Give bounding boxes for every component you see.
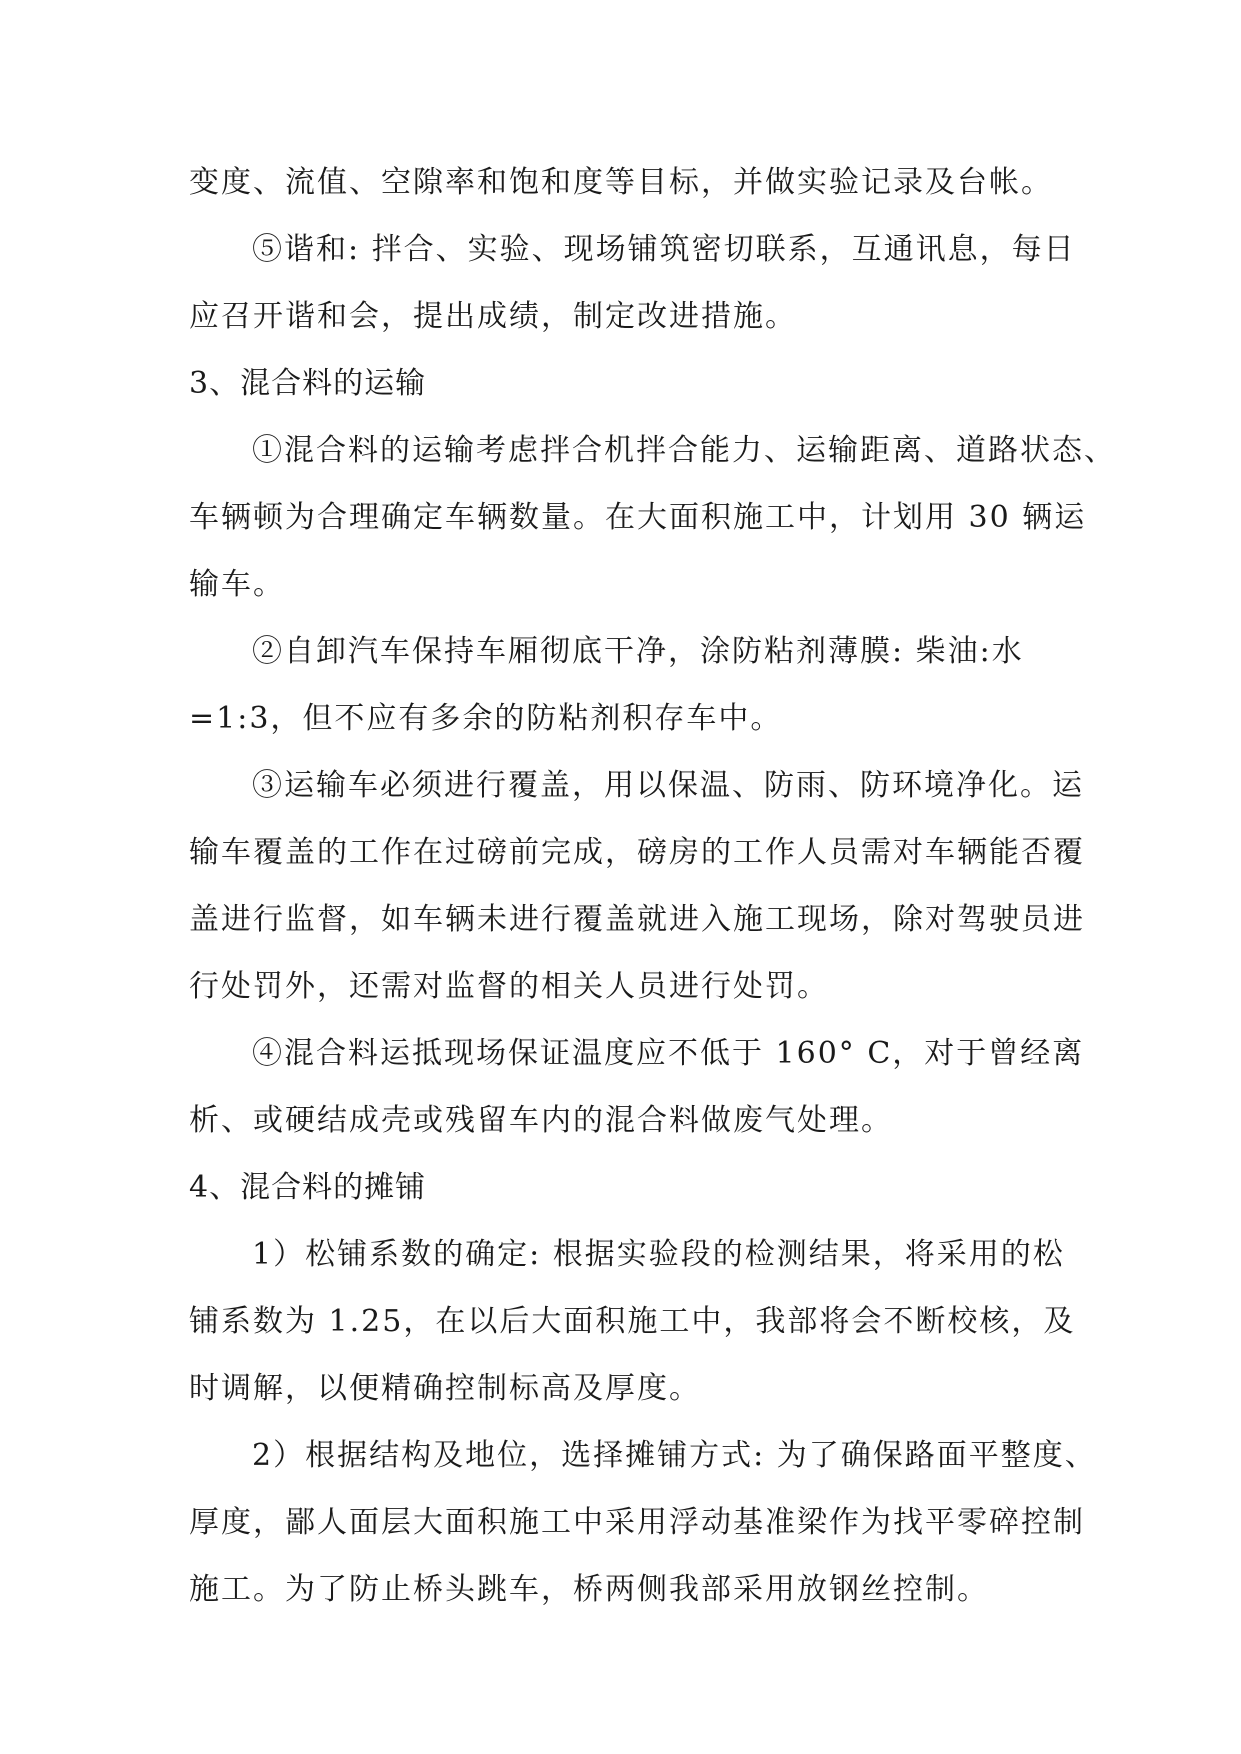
text-line: 应召开谐和会，提出成绩，制定改进措施。 xyxy=(189,299,797,334)
paragraph-4-line-1: ④混合料运抵现场保证温度应不低于 160° C，对于曾经离 xyxy=(252,1036,1085,1071)
text-line: 输车。 xyxy=(189,567,285,602)
paragraph-2-line-1: ②自卸汽车保持车厢彻底干净，涂防粘剂薄膜: 柴油:水 xyxy=(252,634,1024,669)
text-line: 铺系数为 1.25，在以后大面积施工中，我部将会不断校核，及 xyxy=(189,1304,1076,1339)
text-line: 析、或硬结成壳或残留车内的混合料做废气处理。 xyxy=(189,1103,893,1138)
text-line: 车辆顿为合理确定车辆数量。在大面积施工中，计划用 30 辆运 xyxy=(189,500,1087,535)
text-line: 输车覆盖的工作在过磅前完成，磅房的工作人员需对车辆能否覆 xyxy=(189,835,1085,870)
text-line: 行处罚外，还需对监督的相关人员进行处罚。 xyxy=(189,969,829,1004)
section-heading-3: 3、混合料的运输 xyxy=(189,366,427,401)
section-heading-4: 4、混合料的摊铺 xyxy=(189,1170,427,1205)
item-2-line-1: 2）根据结构及地位，选择摊铺方式: 为了确保路面平整度、 xyxy=(252,1438,1097,1473)
paragraph-5-line-1: ⑤谐和: 拌合、实验、现场铺筑密切联系，互通讯息，每日 xyxy=(252,232,1076,267)
text-line: =1:3，但不应有多余的防粘剂积存车中。 xyxy=(189,701,783,736)
paragraph-3-line-1: ③运输车必须进行覆盖，用以保温、防雨、防环境净化。运 xyxy=(252,768,1084,803)
text-line: 变度、流值、空隙率和饱和度等目标，并做实验记录及台帐。 xyxy=(189,165,1053,200)
text-line: 盖进行监督，如车辆未进行覆盖就进入施工现场，除对驾驶员进 xyxy=(189,902,1085,937)
text-line: 时调解，以便精确控制标高及厚度。 xyxy=(189,1371,701,1406)
paragraph-1-line-1: ①混合料的运输考虑拌合机拌合能力、运输距离、道路状态、 xyxy=(252,433,1116,468)
text-line: 施工。为了防止桥头跳车，桥两侧我部采用放钢丝控制。 xyxy=(189,1572,989,1607)
item-1-line-1: 1）松铺系数的确定: 根据实验段的检测结果，将采用的松 xyxy=(252,1237,1065,1272)
text-line: 厚度，鄙人面层大面积施工中采用浮动基准梁作为找平零碎控制 xyxy=(189,1505,1085,1540)
